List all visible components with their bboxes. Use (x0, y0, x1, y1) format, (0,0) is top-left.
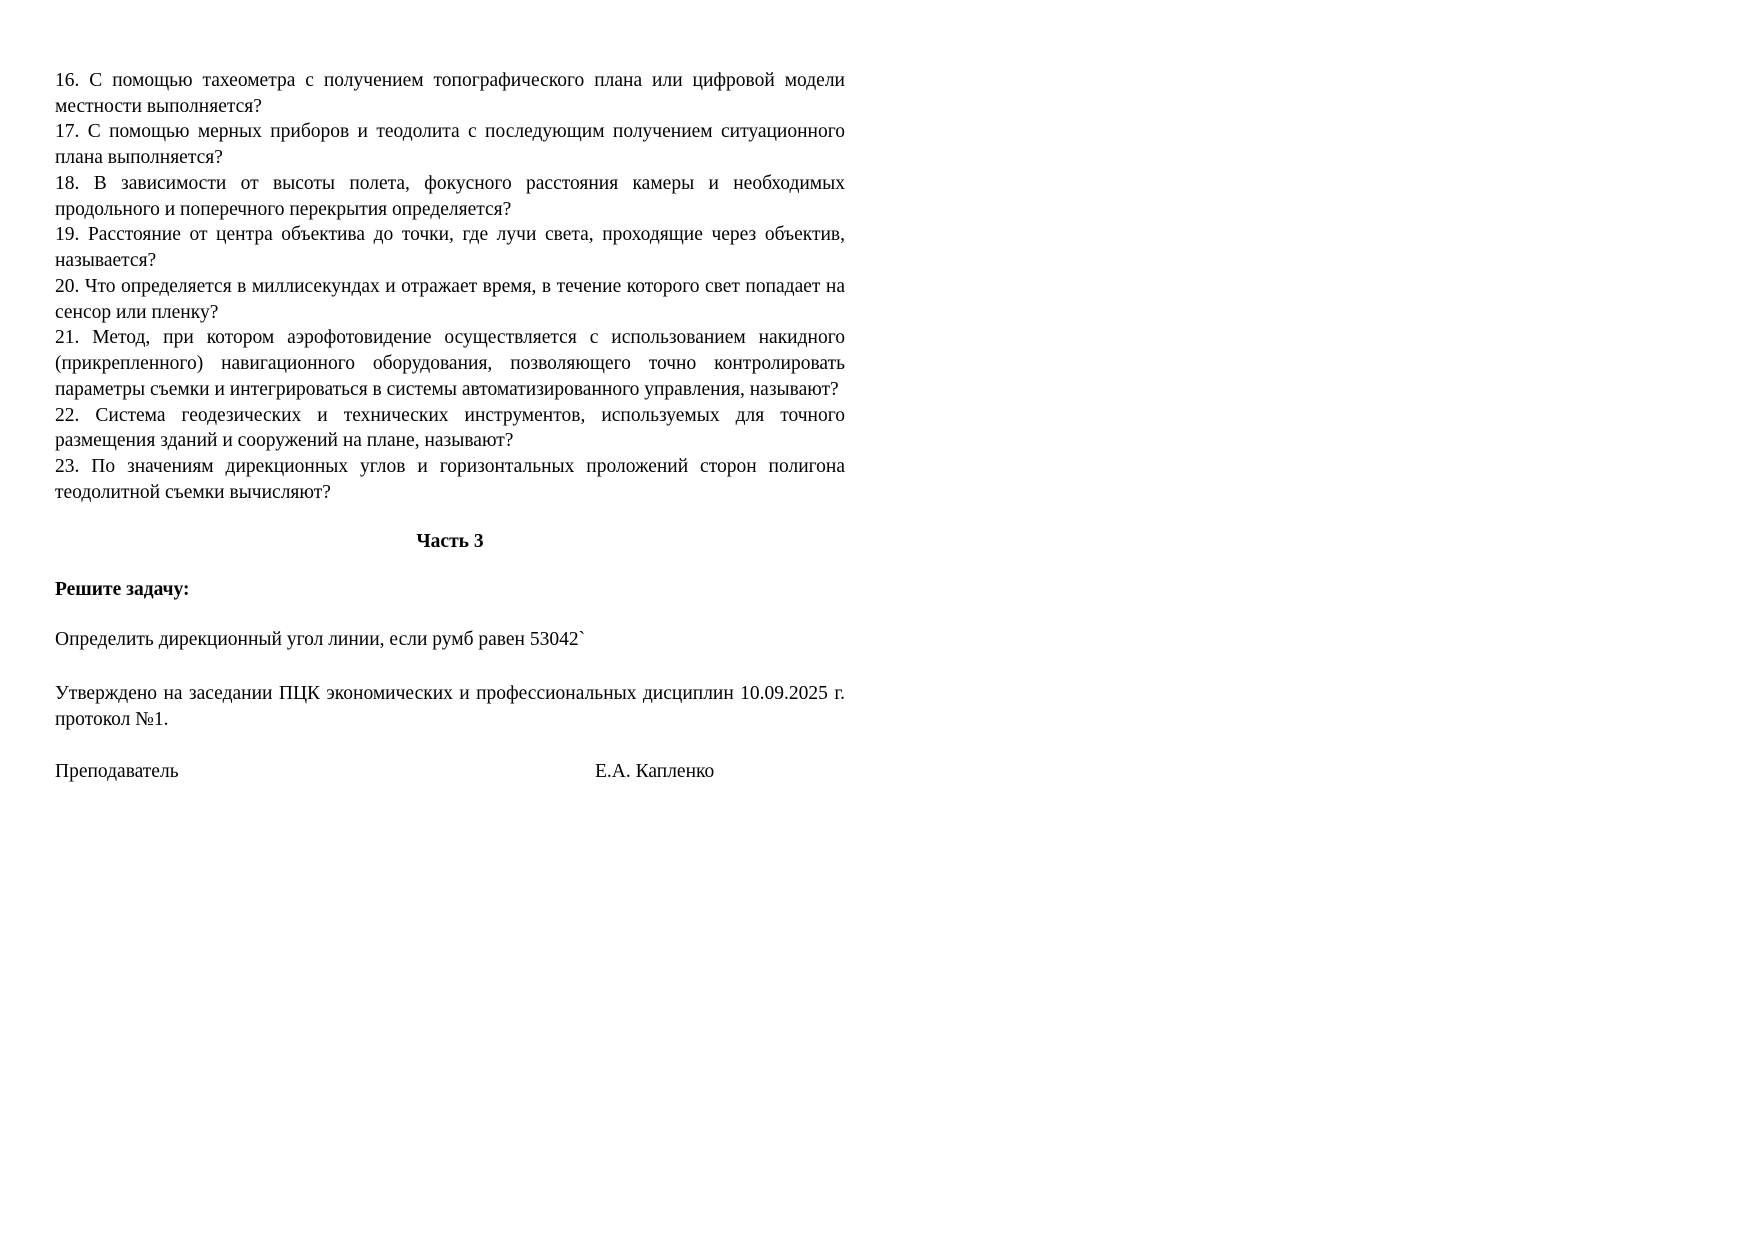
question-item: 23. По значениям дирекционных углов и горизонтальных проложений сторон полигона теодолитной съемки вычисляют? (55, 456, 845, 503)
signature-block (55, 761, 845, 783)
approval-note: Утверждено на заседании ПЦК экономических и профессиональных дисциплин 10.09.2025 г. протокол №1. (55, 683, 845, 730)
question-item: 16. С помощью тахеометра с получением топографического плана или цифровой модели местности выполняется? (55, 70, 845, 117)
task-heading: Решите задачу: (55, 579, 190, 601)
question-item: 17. С помощью мерных приборов и теодолита с последующим получением ситуационного плана выполняется? (55, 121, 845, 169)
signature-name: Е.А. Капленко (595, 760, 715, 782)
question-item: 19. Расстояние от центра объектива до точки, где лучи света, проходящие через объектив, называется? (55, 224, 845, 272)
part-title: Часть 3 (416, 531, 484, 553)
question-item: 20. Что определяется в миллисекундах и отражает время, в течение которого свет попадает на сенсор или пленку? (55, 275, 845, 323)
task-text: Определить дирекционный угол линии, если румб равен 53042` (55, 629, 586, 651)
question-item: 22. Система геодезических и технических инструментов, используемых для точного размещения зданий и сооружений на плане, называют? (55, 404, 845, 452)
question-item: 21. Метод, при котором аэрофотовидение осуществляется с использованием накидного (прикрепленного) навигационного оборудования, позволяющего точно контролировать параметры съемки и интегрироваться в системы автоматизированного управления, называют? (55, 327, 845, 400)
document-body (55, 68, 845, 783)
question-item: 18. В зависимости от высоты полета, фокусного расстояния камеры и необходимых продольного и поперечного перекрытия определяется? (55, 172, 845, 220)
signature-role: Преподаватель (55, 760, 179, 782)
